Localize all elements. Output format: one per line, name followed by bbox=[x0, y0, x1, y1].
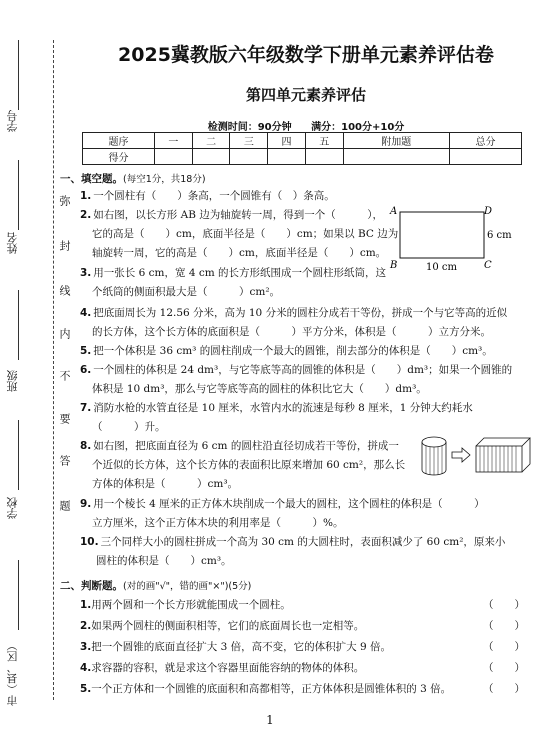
question-text: 把一个体积是 36 cm³ 的圆柱削成一个最大的圆锥，削去部分的体积是（ ）cm³。 bbox=[93, 345, 493, 357]
vertex-b-label: B bbox=[390, 260, 398, 271]
question-text: 个纸筒的侧面积最大是（ ）cm²。 bbox=[92, 286, 281, 298]
school-blank bbox=[18, 420, 19, 490]
answer-paren[interactable]: （ ） bbox=[483, 641, 525, 653]
score-input-cell[interactable] bbox=[268, 149, 306, 165]
arrow-icon bbox=[452, 448, 470, 462]
time-label: 检测时间：90分钟 bbox=[207, 122, 292, 133]
question-text: 轴旋转一周，它的高是（ ）cm，底面半径是（ ）cm。 bbox=[92, 247, 387, 259]
question-number: 5. bbox=[80, 345, 92, 357]
question-4 bbox=[80, 304, 525, 342]
judge-item-5 bbox=[80, 680, 525, 699]
question-text: 如右图，以长方形 AB 边为轴旋转一周，得到一个（ ）， bbox=[93, 209, 384, 221]
score-cell: 附加题 bbox=[343, 133, 449, 149]
score-table-score-row bbox=[83, 149, 522, 165]
binding-strip bbox=[0, 0, 70, 737]
question-number: 4. bbox=[80, 307, 92, 319]
seal-char: 答 bbox=[58, 455, 71, 466]
seal-char: 弥 bbox=[58, 195, 71, 206]
score-table bbox=[82, 132, 522, 165]
score-table-header-row bbox=[83, 133, 522, 149]
score-input-cell[interactable] bbox=[192, 149, 230, 165]
score-input-cell[interactable] bbox=[449, 149, 521, 165]
judge-number: 3. bbox=[80, 641, 92, 653]
score-cell: 总分 bbox=[449, 133, 521, 149]
question-number: 9. bbox=[80, 498, 92, 510]
judge-item-4 bbox=[80, 659, 525, 678]
question-5 bbox=[80, 342, 525, 361]
score-input-cell[interactable] bbox=[305, 149, 343, 165]
question-text: 立方厘米，这个正方体木块的利用率是（ ）%。 bbox=[92, 517, 344, 529]
city-blank bbox=[18, 560, 19, 630]
answer-paren[interactable]: （ ） bbox=[483, 599, 525, 611]
name-blank bbox=[18, 160, 19, 230]
seal-dashed-line bbox=[53, 40, 54, 700]
judge-number: 5. bbox=[80, 683, 92, 695]
judge-text: 如果两个圆柱的侧面积相等，它们的底面周长也一定相等。 bbox=[91, 620, 365, 632]
seal-char: 要 bbox=[58, 413, 71, 424]
answer-paren[interactable]: （ ） bbox=[483, 683, 525, 695]
judge-item-3 bbox=[80, 638, 525, 657]
question-text: 个近似的长方体，这个长方体的表面积比原来增加 60 cm²，那么长 bbox=[92, 459, 406, 471]
score-cell: 一 bbox=[155, 133, 193, 149]
question-6 bbox=[80, 361, 525, 399]
seal-char: 不 bbox=[58, 370, 71, 381]
section-1-title: 一、填空题。 bbox=[60, 173, 123, 185]
question-number: 3. bbox=[80, 267, 92, 279]
student-number-blank bbox=[18, 40, 19, 110]
score-input-cell[interactable] bbox=[155, 149, 193, 165]
question-text: 的长方体，这个长方体的底面积是（ ）平方分米，体积是（ ）立方分米。 bbox=[92, 326, 491, 338]
question-10 bbox=[80, 533, 525, 571]
question-text: 它的高是（ ）cm，底面半径是（ ）cm；如果以 BC 边为 bbox=[92, 228, 399, 240]
section-1-note: (每空1分，共18分) bbox=[123, 174, 206, 185]
question-text: 一个圆柱的体积是 24 dm³，与它等底等高的圆锥的体积是（ ）dm³；如果一个圆锥的 bbox=[93, 364, 513, 376]
name-label: 姓名 bbox=[6, 232, 19, 254]
judge-number: 1. bbox=[80, 599, 92, 611]
width-label: 10 cm bbox=[426, 262, 457, 273]
question-8 bbox=[80, 437, 420, 494]
score-row-label: 得分 bbox=[83, 149, 155, 165]
judge-number: 4. bbox=[80, 662, 92, 674]
judge-item-2 bbox=[80, 617, 525, 636]
section-2-title: 二、判断题。 bbox=[60, 580, 123, 592]
question-text: 用一个棱长 4 厘米的正方体木块削成一个最大的圆柱，这个圆柱的体积是（ ） bbox=[93, 498, 485, 510]
judge-number: 2. bbox=[80, 620, 92, 632]
question-text: 一个圆柱有（ ）条高，一个圆锥有（ ）条高。 bbox=[93, 190, 335, 202]
answer-paren[interactable]: （ ） bbox=[483, 620, 525, 632]
judge-text: 一个正方体和一个圆锥的底面积和高都相等，正方体体积是圆锥体积的 3 倍。 bbox=[91, 683, 452, 695]
class-blank bbox=[18, 290, 19, 360]
score-input-cell[interactable] bbox=[230, 149, 268, 165]
section-1-heading bbox=[60, 171, 206, 186]
unit-subtitle: 第四单元素养评估 bbox=[245, 86, 366, 104]
city-label: 市（县、区） bbox=[6, 640, 19, 706]
question-text: 三个同样大小的圆柱拼成一个高为 30 cm 的大圆柱时，表面积减少了 60 cm²，原来小 bbox=[100, 536, 506, 548]
vertex-d-label: D bbox=[484, 206, 493, 217]
section-2-note: (对的画"√"，错的画"×")(5分) bbox=[123, 581, 252, 592]
score-input-cell[interactable] bbox=[343, 149, 449, 165]
vertex-c-label: C bbox=[484, 260, 492, 271]
score-cell: 五 bbox=[305, 133, 343, 149]
question-9 bbox=[80, 495, 525, 533]
question-7 bbox=[80, 399, 525, 437]
judge-text: 用两个圆和一个长方形就能围成一个圆柱。 bbox=[91, 599, 291, 611]
page-number: 1 bbox=[266, 713, 274, 727]
question-text: 方体的体积是（ ）cm³。 bbox=[92, 478, 239, 490]
question-text: 圆柱的体积是（ ）cm³。 bbox=[96, 555, 232, 567]
score-cell: 四 bbox=[268, 133, 306, 149]
question-number: 10. bbox=[80, 536, 99, 548]
seal-char: 线 bbox=[58, 285, 71, 296]
question-number: 7. bbox=[80, 402, 92, 414]
exam-meta bbox=[80, 118, 532, 133]
score-cell: 题序 bbox=[83, 133, 155, 149]
cylinder-cut-figure bbox=[420, 434, 535, 478]
seal-char: 内 bbox=[58, 328, 71, 339]
vertex-a-label: A bbox=[390, 206, 398, 217]
student-number-label: 学号 bbox=[6, 110, 19, 132]
rectangle-shape bbox=[400, 212, 484, 258]
question-number: 6. bbox=[80, 364, 92, 376]
question-number: 8. bbox=[80, 440, 92, 452]
class-label: 班级 bbox=[6, 370, 19, 392]
full-score-label: 满分：100分+10分 bbox=[311, 122, 405, 133]
sliced-cylinder-icon bbox=[422, 437, 446, 475]
score-cell: 三 bbox=[230, 133, 268, 149]
judge-text: 求容器的容积，就是求这个容器里面能容纳的物体的体积。 bbox=[91, 662, 365, 674]
question-text: 把底面周长为 12.56 分米，高为 10 分米的圆柱分成若干等份，拼成一个与它等高的近似 bbox=[93, 307, 508, 319]
answer-paren[interactable]: （ ） bbox=[483, 662, 525, 674]
question-text: 如右图，把底面直径为 6 cm 的圆柱沿直径切成若干等份，拼成一 bbox=[93, 440, 399, 452]
score-cell: 二 bbox=[192, 133, 230, 149]
judge-text: 把一个圆锥的底面直径扩大 3 倍，高不变，它的体积扩大 9 倍。 bbox=[91, 641, 392, 653]
question-text: 体积是 10 dm³，那么与它等底等高的圆柱的体积比它大（ ）dm³。 bbox=[92, 383, 427, 395]
question-text: 用一张长 6 cm，宽 4 cm 的长方形纸围成一个圆柱形纸筒，这 bbox=[93, 267, 387, 279]
rectangle-figure bbox=[388, 202, 512, 274]
school-label: 学校 bbox=[6, 497, 19, 519]
rearranged-cuboid-icon bbox=[476, 438, 530, 472]
judge-item-1 bbox=[80, 596, 525, 615]
exam-title: 2025冀教版六年级数学下册单元素养评估卷 bbox=[118, 44, 494, 66]
question-number: 2. bbox=[80, 209, 92, 221]
seal-char: 封 bbox=[58, 240, 71, 251]
height-label: 6 cm bbox=[487, 230, 512, 241]
question-text: 消防水枪的水管直径是 10 厘米，水管内水的流速是每秒 8 厘米，1 分钟大约耗水 bbox=[93, 402, 473, 414]
question-text: （ ）升。 bbox=[92, 421, 166, 433]
question-number: 1. bbox=[80, 190, 92, 202]
section-2-heading bbox=[60, 578, 251, 593]
seal-char: 题 bbox=[58, 500, 71, 511]
